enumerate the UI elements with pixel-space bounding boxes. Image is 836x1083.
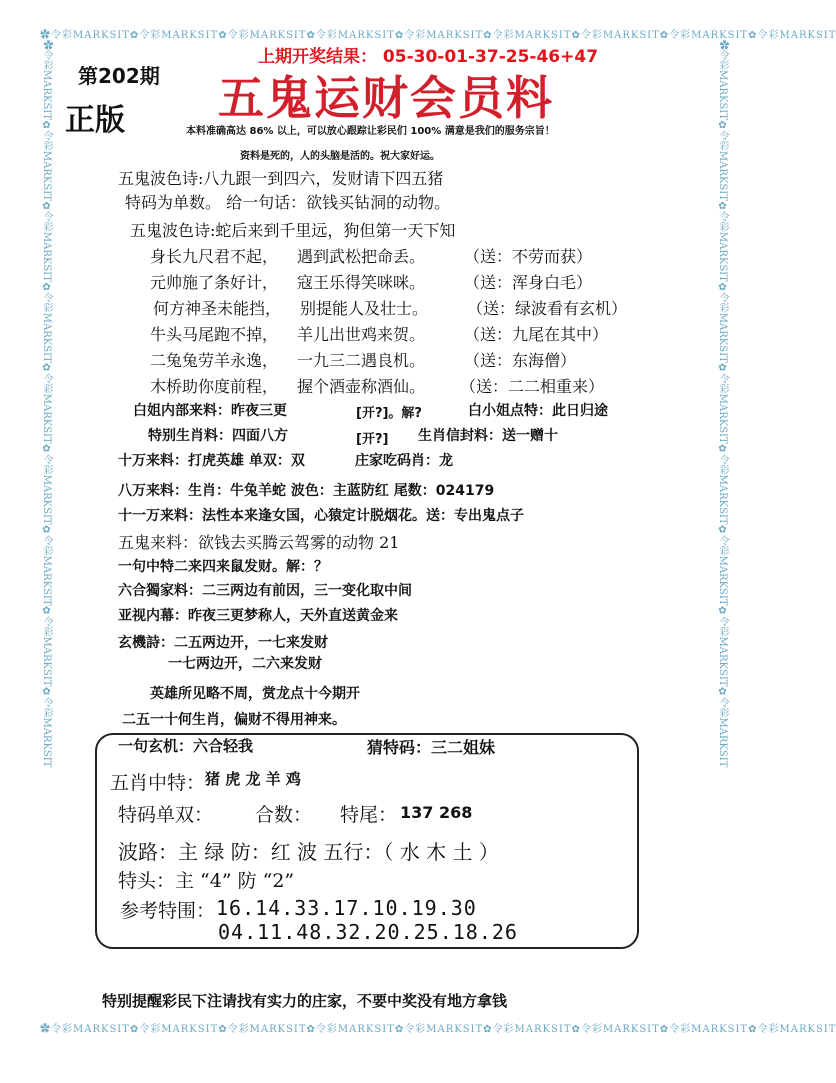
hero-line: 英雄所见略不周，赏龙点十今期开 bbox=[150, 686, 360, 702]
poem-row-1a: 身长九尺君不起， bbox=[150, 247, 279, 266]
slogan-luck: 资料是死的，人的头脑是活的。祝大家好运。 bbox=[240, 151, 440, 162]
xuanji-poem-2: 一七两边开，二六来发财 bbox=[168, 656, 322, 672]
reference-numbers-1: 16.14.33.17.10.19.30 bbox=[216, 896, 477, 920]
poem-row-2a: 元帅施了条好计， bbox=[150, 273, 279, 292]
wugui-source: 五鬼来料：欲钱去买腾云驾雾的动物 21 bbox=[118, 533, 400, 552]
wave-route: 波路：主 绿 防：红 波 五行：（ 水 木 土 ） bbox=[118, 840, 499, 864]
bawan-source: 八万来料：生肖：牛兔羊蛇 波色：主蓝防红 尾数：024179 bbox=[118, 483, 495, 499]
five-zodiac-label: 五肖中特： bbox=[110, 772, 206, 794]
zodiac-envelope: 生肖信封料：送一赠十 bbox=[418, 428, 558, 444]
poem-row-2c: （送：浑身白毛） bbox=[464, 273, 593, 292]
poem-row-3b: 别提能人及壮士。 bbox=[300, 299, 429, 318]
dealer-zodiac: 庄家吃码肖：龙 bbox=[355, 453, 453, 469]
wave-poem-1: 五鬼波色诗:八九跟一到四六，发财请下四五猪 bbox=[118, 169, 444, 188]
watermark-border-top: ✿令彩MARKSIT✿令彩MARKSIT✿令彩MARKSIT✿令彩MARKSIT✿令彩MARKSIT✿令彩MARKSIT✿令彩MARKSIT✿令彩MARKSIT✿令彩MARKSIT bbox=[40, 30, 836, 41]
open-hint-1: [开?]。解? bbox=[356, 406, 422, 421]
poem-row-4b: 羊儿出世鸡来贺。 bbox=[297, 325, 426, 344]
watermark-border-bottom: ✿令彩MARKSIT✿令彩MARKSIT✿令彩MARKSIT✿令彩MARKSIT✿令彩MARKSIT✿令彩MARKSIT✿令彩MARKSIT✿令彩MARKSIT✿令彩MARKSIT bbox=[40, 1024, 836, 1035]
poem-row-2b: 寇王乐得笑咪咪。 bbox=[297, 273, 426, 292]
poem-row-5b: 一九三二遇良机。 bbox=[297, 351, 426, 370]
odd-even-label: 特码单双： bbox=[118, 804, 214, 826]
baixiaojie-pick: 白小姐点特：此日归途 bbox=[468, 403, 608, 419]
one-line-hint: 一句中特二来四来鼠发财。解：？ bbox=[118, 559, 328, 575]
poem-row-4a: 牛头马尾跑不掉， bbox=[150, 325, 279, 344]
tail-label: 特尾： bbox=[340, 804, 398, 826]
sum-label: 合数： bbox=[255, 804, 313, 826]
poem-row-4c: （送：九尾在其中） bbox=[464, 325, 609, 344]
xuanji-one-line: 一句玄机：六合轻我 bbox=[118, 737, 254, 755]
issue-number: 第202期 bbox=[78, 64, 160, 88]
special-zodiac: 特别生肖料：四面八方 bbox=[148, 428, 288, 444]
wave-poem-2: 五鬼波色诗:蛇后来到千里远，狗但第一天下知 bbox=[130, 221, 456, 240]
poem-row-6c: （送：二二相重来） bbox=[460, 377, 605, 396]
shiwan-source: 十万来料：打虎英雄 单双：双 bbox=[118, 453, 305, 469]
poem-row-1c: （送：不劳而获） bbox=[464, 247, 593, 266]
footer-reminder: 特别提醒彩民下注请找有实力的庄家，不要中奖没有地方拿钱 bbox=[102, 992, 508, 1010]
shiyiwan-source: 十一万来料：法性本来逢女国，心猿定计脱烟花。送：专出鬼点子 bbox=[118, 508, 524, 524]
zodiac-riddle: 二五一十何生肖，偏财不得用神来。 bbox=[122, 712, 346, 728]
watermark-border-right: ✿令彩MARKSIT✿令彩MARKSIT✿令彩MARKSIT✿令彩MARKSIT✿令彩MARKSIT✿令彩MARKSIT✿令彩MARKSIT✿令彩MARKSIT✿令彩MARKSIT bbox=[717, 40, 728, 768]
reference-label: 参考特围： bbox=[120, 900, 216, 922]
genuine-stamp: 正版 bbox=[65, 103, 125, 138]
poem-row-6a: 木桥助你度前程， bbox=[150, 377, 279, 396]
yashi-inside: 亚视内幕：昨夜三更梦称人，天外直送黄金来 bbox=[118, 608, 398, 624]
last-draw-result: 上期开奖结果： 05-30-01-37-25-46+47 bbox=[258, 47, 599, 67]
tail-values: 137 268 bbox=[400, 803, 473, 822]
special-head: 特头：主 “4” 防 “2” bbox=[118, 870, 295, 892]
open-hint-2: [开?] bbox=[356, 432, 389, 447]
page-title: 五鬼运财会员料 bbox=[218, 71, 554, 125]
poem-row-6b: 握个酒壶称酒仙。 bbox=[297, 377, 426, 396]
poem-row-1b: 遇到武松把命丢。 bbox=[297, 247, 426, 266]
baijie-internal: 白姐内部来料：昨夜三更 bbox=[133, 403, 287, 419]
odd-number-hint: 特码为单数。 给一句话：欲钱买钻洞的动物。 bbox=[125, 193, 451, 212]
watermark-border-left: ✿令彩MARKSIT✿令彩MARKSIT✿令彩MARKSIT✿令彩MARKSIT✿令彩MARKSIT✿令彩MARKSIT✿令彩MARKSIT✿令彩MARKSIT✿令彩MARKSIT bbox=[41, 40, 52, 768]
poem-row-5c: （送：东海僧） bbox=[464, 351, 577, 370]
guess-special: 猜特码：三二姐妹 bbox=[367, 738, 496, 757]
five-zodiac-values: 猪 虎 龙 羊 鸡 bbox=[205, 770, 301, 788]
liuhe-exclusive: 六合獨家料：二三两边有前因，三一变化取中间 bbox=[118, 583, 412, 599]
slogan-accuracy: 本料准确高达 86% 以上，可以放心跟踪让彩民们 100% 满意是我们的服务宗旨！ bbox=[186, 126, 555, 137]
poem-row-3c: （送：绿波看有玄机） bbox=[467, 299, 628, 318]
xuanji-poem-1: 玄機詩：二五两边开，一七来发财 bbox=[118, 635, 328, 651]
poem-row-5a: 二兔兔劳羊永逸， bbox=[150, 351, 279, 370]
reference-numbers-2: 04.11.48.32.20.25.18.26 bbox=[218, 920, 518, 944]
poem-row-3a: 何方神圣未能挡， bbox=[153, 299, 282, 318]
